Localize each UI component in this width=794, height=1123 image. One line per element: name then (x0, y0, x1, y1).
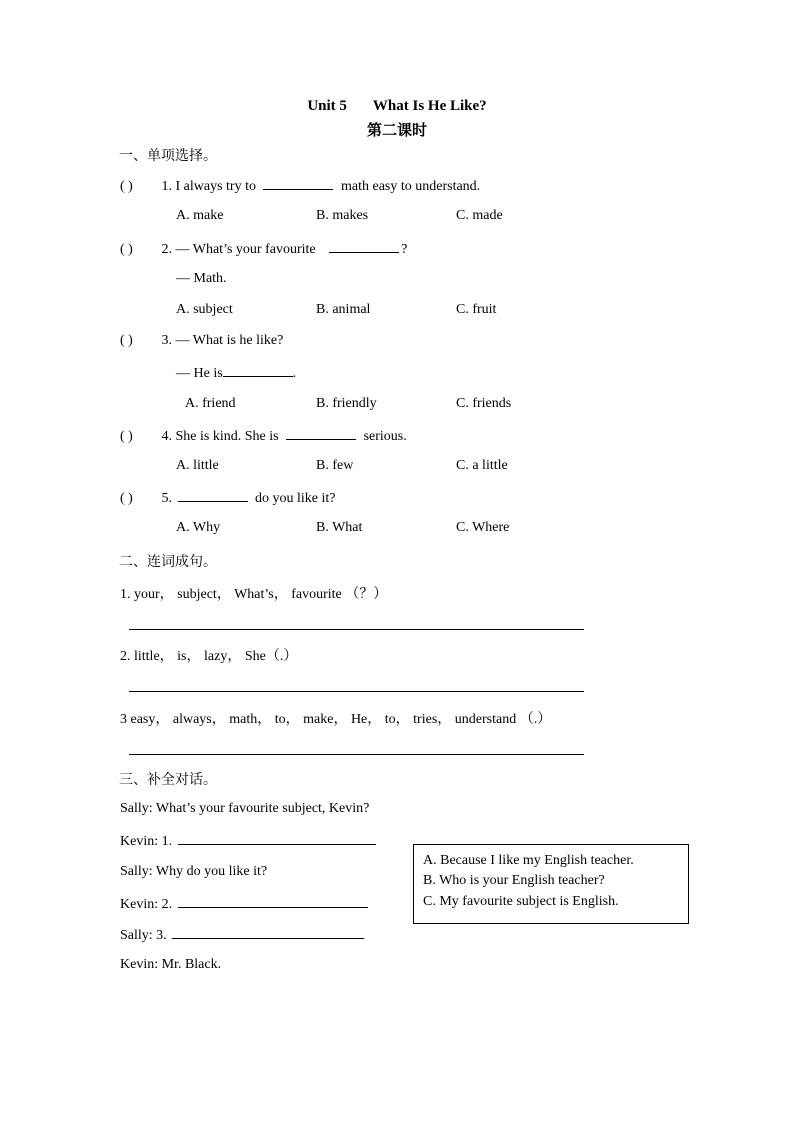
option-a[interactable]: A. make (176, 208, 224, 223)
scramble-item-3: 3 easy， always， math， to， make， He， to， tries， understand （.） (120, 712, 552, 727)
dialogue-text: Kevin: 1. (120, 834, 173, 849)
scramble-item-1: 1. your， subject， What’s， favourite （？） (120, 587, 388, 602)
choice-a: A. Because I like my English teacher. (423, 853, 634, 868)
answer-blank[interactable] (223, 364, 293, 377)
option-b[interactable]: B. What (316, 520, 363, 535)
choice-b: B. Who is your English teacher? (423, 873, 605, 888)
question-3 (120, 333, 283, 349)
option-c[interactable]: C. Where (456, 520, 510, 535)
question-stem-end: math easy to understand. (340, 179, 481, 194)
dialogue-blank-1[interactable] (178, 832, 376, 845)
answer-paren[interactable]: ( ) (120, 429, 133, 444)
section1-heading: 一、单项选择。 (119, 148, 217, 164)
question-stem-end: serious. (363, 429, 407, 444)
option-b[interactable]: B. animal (316, 302, 371, 317)
option-b[interactable]: B. few (316, 458, 354, 473)
option-b[interactable]: B. makes (316, 208, 369, 223)
option-c[interactable]: C. made (456, 208, 503, 223)
answer-paren[interactable]: ( ) (120, 333, 133, 348)
option-a[interactable]: A. Why (176, 520, 221, 535)
answer-blank[interactable] (329, 240, 399, 253)
dialogue-line-4 (120, 895, 368, 913)
question-2 (120, 240, 407, 258)
dialogue-line-2 (120, 832, 376, 850)
option-c[interactable]: C. fruit (456, 302, 497, 317)
dialogue-line-3: Sally: Why do you like it? (120, 864, 268, 879)
question-stem: 2. — What’s your favourite (161, 242, 316, 257)
answer-blank[interactable] (263, 177, 333, 190)
option-a[interactable]: A. little (176, 458, 219, 473)
reply-end: . (292, 366, 297, 381)
answer-line-2[interactable] (129, 691, 584, 692)
dialogue-line-1: Sally: What’s your favourite subject, Kevin? (120, 801, 370, 816)
dialogue-line-5 (120, 926, 364, 944)
choices-box (413, 844, 689, 924)
question-stem-end: ? (401, 242, 408, 257)
option-b[interactable]: B. friendly (316, 396, 377, 411)
question-3-reply (176, 364, 296, 382)
section2-heading: 二、连词成句。 (119, 554, 217, 570)
question-1 (120, 177, 480, 195)
question-stem: 5. (161, 491, 172, 506)
question-2-reply: — Math. (176, 271, 227, 286)
question-5 (120, 489, 336, 507)
section3-heading: 三、补全对话。 (119, 772, 217, 788)
answer-blank[interactable] (286, 427, 356, 440)
lesson-subtitle: 第二课时 (366, 123, 427, 139)
option-a[interactable]: A. friend (185, 396, 236, 411)
dialogue-line-6: Kevin: Mr. Black. (120, 957, 222, 972)
unit-name: What Is He Like? (372, 98, 487, 114)
dialogue-blank-2[interactable] (178, 895, 368, 908)
page-title (0, 98, 794, 115)
scramble-item-2: 2. little， is， lazy， She（.） (120, 649, 298, 664)
dialogue-text: Kevin: 2. (120, 897, 173, 912)
answer-paren[interactable]: ( ) (120, 491, 133, 506)
dialogue-blank-3[interactable] (172, 926, 364, 939)
option-c[interactable]: C. a little (456, 458, 508, 473)
answer-paren[interactable]: ( ) (120, 179, 133, 194)
answer-line-3[interactable] (129, 754, 584, 755)
answer-line-1[interactable] (129, 629, 584, 630)
question-stem: 4. She is kind. She is (161, 429, 279, 444)
question-stem-end: do you like it? (255, 491, 336, 506)
answer-paren[interactable]: ( ) (120, 242, 133, 257)
option-c[interactable]: C. friends (456, 396, 512, 411)
choice-c: C. My favourite subject is English. (423, 894, 619, 909)
reply-text: — He is (176, 366, 223, 381)
dialogue-text: Sally: 3. (120, 928, 167, 943)
question-4 (120, 427, 407, 445)
answer-blank[interactable] (178, 489, 248, 502)
question-stem: 1. I always try to (161, 179, 256, 194)
question-stem: 3. — What is he like? (161, 333, 284, 348)
unit-label: Unit 5 (307, 98, 347, 114)
option-a[interactable]: A. subject (176, 302, 233, 317)
